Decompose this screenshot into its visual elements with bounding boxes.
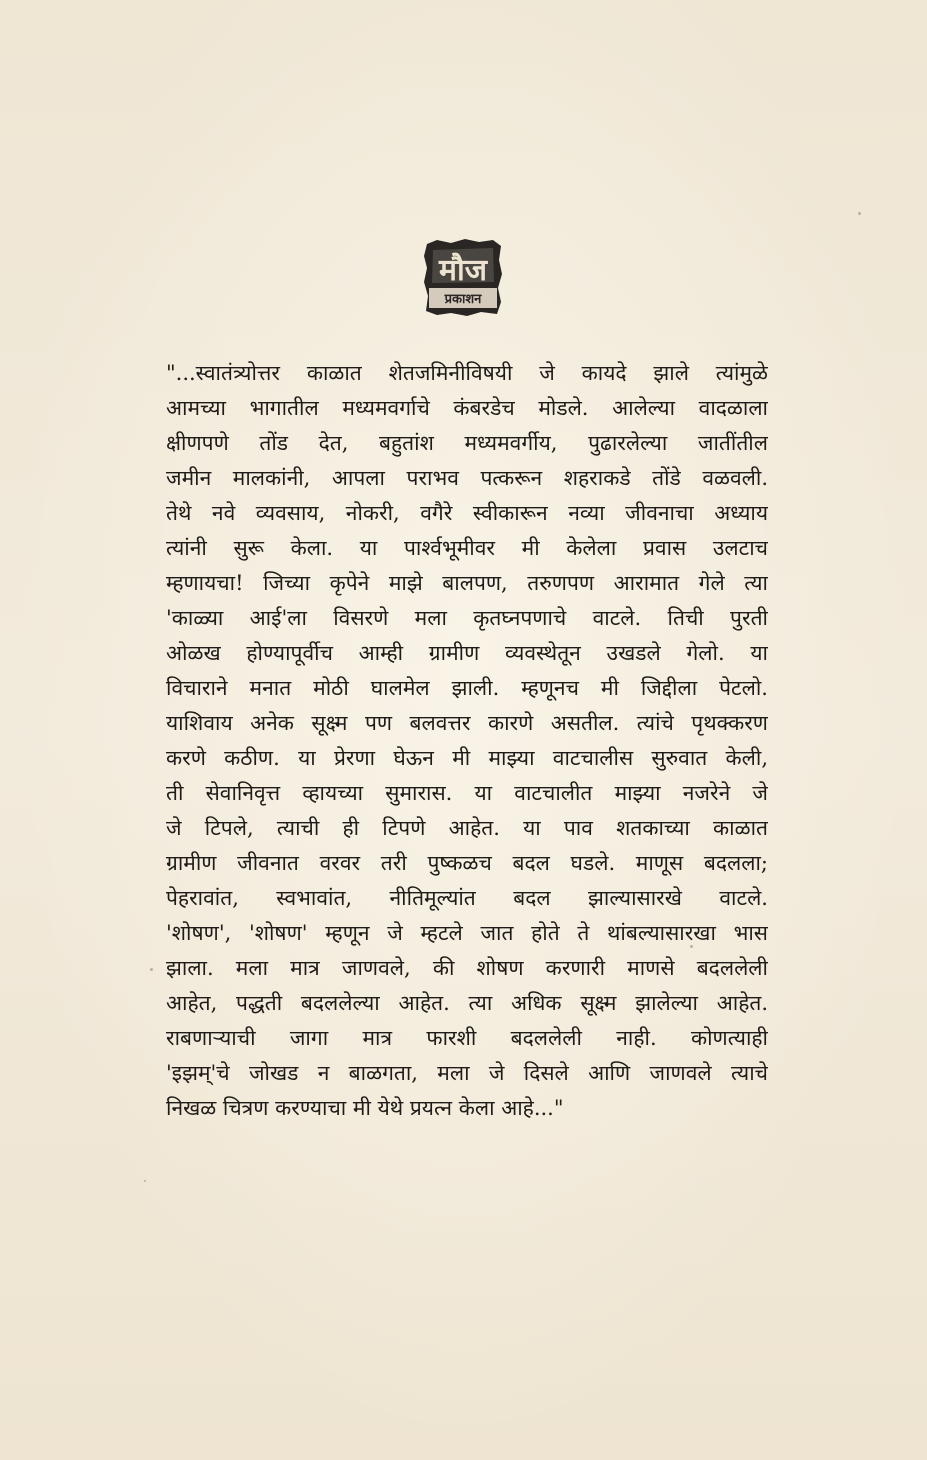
back-cover-blurb [166,356,768,1126]
blurb-line: क्षीणपणे तोंड देत, बहुतांश मध्यमवर्गीय, पुढारलेल्या जातींतील [166,431,768,455]
blurb-line: ओळख होण्यापूर्वीच आम्ही ग्रामीण व्यवस्थेतून उखडले गेलो. या [166,641,768,665]
blurb-line: आहेत, पद्धती बदललेल्या आहेत. त्या अधिक सूक्ष्म झालेल्या आहेत. [166,991,768,1015]
blurb-line-last: निखळ चित्रण करण्याचा मी येथे प्रयत्न केला आहे..." [166,1096,564,1120]
blurb-line: "...स्वातंत्र्योत्तर काळात शेतजमिनीविषयी जे कायदे झाले त्यांमुळे [166,361,768,385]
seal-text-top: मौज [439,253,487,288]
blurb-line: आमच्या भागातील मध्यमवर्गाचे कंबरडेच मोडले. आलेल्या वादळाला [166,396,768,420]
blurb-line: झाला. मला मात्र जाणवले, की शोषण करणारी माणसे बदललेली [166,956,768,980]
blurb-line: विचाराने मनात मोठी घालमेल झाली. म्हणूनच मी जिद्दीला पेटलो. [166,676,768,700]
publisher-seal-icon [421,236,505,318]
blurb-line: करणे कठीण. या प्रेरणा घेऊन मी माझ्या वाटचालीस सुरुवात केली, [166,746,768,770]
seal-text-bottom: प्रकाशन [444,292,482,307]
blurb-line: जमीन मालकांनी, आपला पराभव पत्करून शहराकडे तोंडे वळवली. [166,466,768,490]
blurb-line: पेहरावांत, स्वभावांत, नीतिमूल्यांत बदल झाल्यासारखे वाटले. [166,886,768,910]
blurb-line: राबणाऱ्याची जागा मात्र फारशी बदललेली नाही. कोणत्याही [166,1026,768,1050]
blurb-line: म्हणायचा! जिच्या कृपेने माझे बालपण, तरुणपण आरामात गेले त्या [166,571,768,595]
blurb-line: 'इझम्'चे जोखड न बाळगता, मला जे दिसले आणि जाणवले त्याचे [166,1061,768,1085]
blurb-line: त्यांनी सुरू केला. या पार्श्वभूमीवर मी केलेला प्रवास उलटाच [166,536,768,560]
blurb-line: ती सेवानिवृत्त व्हायच्या सुमारास. या वाटचालीत माझ्या नजरेने जे [166,781,768,805]
blurb-line: 'शोषण', 'शोषण' म्हणून जे म्हटले जात होते ते थांबल्यासारखा भास [166,921,768,945]
paper-speck [150,968,153,971]
blurb-line: याशिवाय अनेक सूक्ष्म पण बलवत्तर कारणे असतील. त्यांचे पृथक्करण [166,711,768,735]
blurb-line: तेथे नवे व्यवसाय, नोकरी, वगैरे स्वीकारून नव्या जीवनाचा अध्याय [166,501,768,525]
paper-speck [858,212,861,215]
blurb-line: 'काळ्या आई'ला विसरणे मला कृतघ्नपणाचे वाटले. तिची पुरती [166,606,768,630]
paper-speck [144,1180,146,1182]
blurb-line: ग्रामीण जीवनात वरवर तरी पुष्कळच बदल घडले. माणूस बदलला; [166,851,768,875]
blurb-line: जे टिपले, त्याची ही टिपणे आहेत. या पाव शतकाच्या काळात [166,816,768,840]
